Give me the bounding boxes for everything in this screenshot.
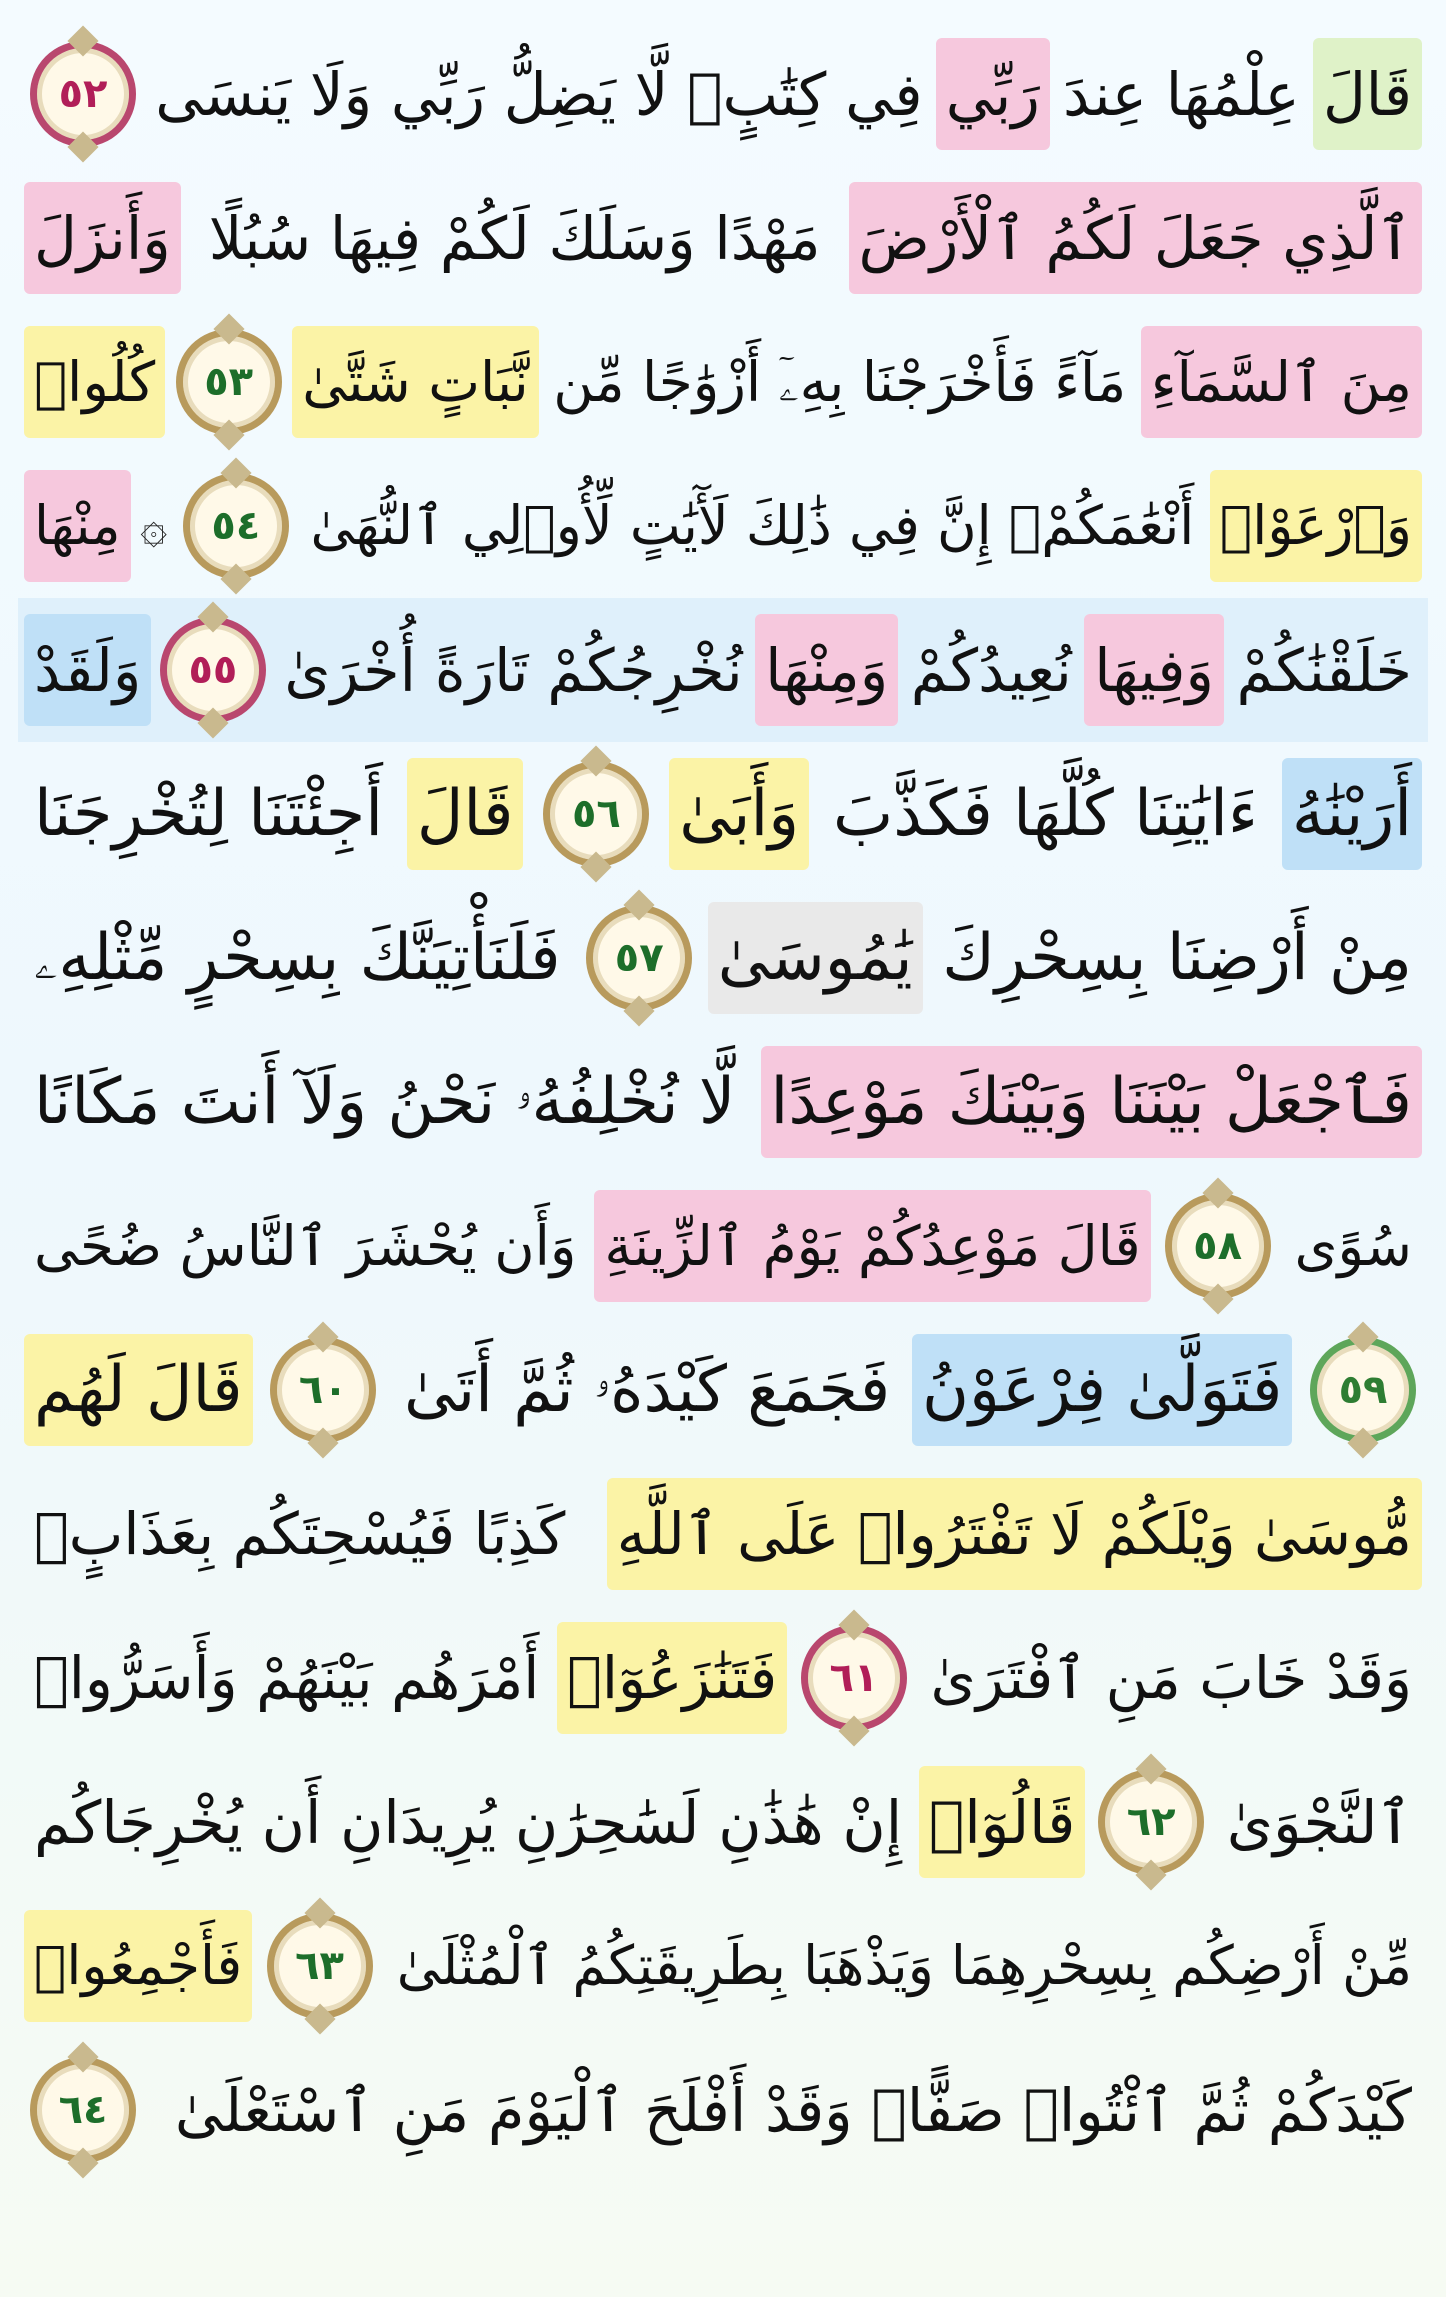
verse-line [18,598,1428,742]
verse-text-segment: نُخْرِجُكُمْ تَارَةً أُخْرَىٰ [284,635,743,705]
ayah-number: ٥٢ [58,71,108,117]
verse-text-segment: وَمِنْهَا [755,614,898,726]
verse-text-segment: مُّوسَىٰ وَيْلَكُمْ لَا تَفْتَرُوا۟ عَلَى ٱللَّهِ [607,1478,1422,1590]
verse-text-segment: سُوًى [1294,1213,1412,1278]
verse-line [18,1318,1428,1462]
verse-text-segment: مَهْدًا وَسَلَكَ لَكُمْ فِيهَا سُبُلًا [208,203,821,273]
verse-text-segment: قَالَ لَهُم [24,1334,253,1446]
verse-text-segment: وَقَدْ خَابَ مَنِ ٱفْتَرَىٰ [930,1644,1412,1712]
ayah-number: ٥٦ [571,791,621,837]
verse-text-segment: قَالَ مَوْعِدُكُمْ يَوْمُ ٱلزِّينَةِ [594,1190,1150,1302]
verse-line [18,22,1428,166]
verse-text-segment: أَمْرَهُم بَيْنَهُمْ وَأَسَرُّوا۟ [34,1644,540,1712]
ayah-number: ٥٣ [204,359,254,405]
verse-line [18,1030,1428,1174]
verse-text-segment: ٱلَّذِي جَعَلَ لَكُمُ ٱلْأَرْضَ [849,182,1422,294]
verse-text-segment: مِّنْ أَرْضِكُم بِسِحْرِهِمَا وَيَذْهَبَا بِطَرِيقَتِكُمُ ٱلْمُثْلَىٰ [396,1934,1412,1997]
verse-text-segment: خَلَقْنَٰكُمْ [1236,635,1412,705]
verse-line [18,1894,1428,2038]
ayah-number: ٥٤ [211,503,261,549]
verse-text-segment: مَآءً فَأَخْرَجْنَا بِهِۦٓ أَزْوَٰجًا مِّن [553,349,1127,414]
verse-text-segment: كَيْدَكُمْ ثُمَّ ٱئْتُوا۟ صَفًّاۚ وَقَدْ أَفْلَحَ ٱلْيَوْمَ مَنِ ٱسْتَعْلَىٰ [174,2075,1412,2145]
verse-text-segment: فَٱجْعَلْ بَيْنَنَا وَبَيْنَكَ مَوْعِدًا [761,1046,1422,1158]
verse-text-segment: فَتَنَٰزَعُوٓا۟ [557,1622,787,1734]
verse-text-segment: وَٱرْعَوْا۟ [1210,470,1422,582]
verse-text-segment: عِلْمُهَا عِندَ [1063,59,1300,129]
ayah-number-marker [264,1331,382,1449]
verse-text-segment: وَلَقَدْ [24,614,151,726]
verse-text-segment: نَّبَاتٍ شَتَّىٰ [292,326,538,438]
ayah-number-marker [1159,1187,1277,1305]
verse-line [18,742,1428,886]
hizb-mark-icon: ۞ [140,499,168,553]
verse-text-segment: يَٰمُوسَىٰ [708,902,923,1014]
verse-text-segment: فَجَمَعَ كَيْدَهُۥ ثُمَّ أَتَىٰ [404,1353,891,1427]
verse-text-segment: فَأَجْمِعُوا۟ [24,1910,252,2022]
ayah-number-marker [24,35,142,153]
verse-text-segment: فِي كِتَٰبٍۖ لَّا يَضِلُّ رَبِّي وَلَا يَنسَى [155,59,923,129]
ayah-number-marker [177,467,295,585]
verse-text-segment: مِنَ ٱلسَّمَآءِ [1141,326,1422,438]
verse-line [18,166,1428,310]
verse-text-segment: قَالَ [407,758,524,870]
ayah-number-marker [261,1907,379,2025]
ayah-number-marker [537,755,655,873]
ayah-number: ٥٨ [1193,1223,1242,1269]
ayah-number: ٦٤ [58,2087,108,2133]
verse-line [18,2038,1428,2182]
verse-text-segment: وَفِيهَا [1084,614,1224,726]
ayah-number-marker [795,1619,913,1737]
verse-text-segment: لَّا نُخْلِفُهُۥ نَحْنُ وَلَآ أَنتَ مَكَانًا [34,1065,736,1139]
verse-line [18,310,1428,454]
ayah-number-marker [1304,1331,1422,1449]
verse-text-segment: قَالَ [1313,38,1422,150]
ayah-number-marker [1092,1763,1210,1881]
verse-line [18,1606,1428,1750]
verse-text-segment: مِنْهَا [24,470,131,582]
verse-text-segment: إِنْ هَٰذَٰنِ لَسَٰحِرَٰنِ يُرِيدَانِ أَن يُخْرِجَاكُم [34,1787,903,1857]
ayah-number: ٥٧ [614,935,664,981]
ayah-number: ٥٥ [188,647,238,693]
verse-line [18,1462,1428,1606]
verse-text-segment: قَالُوٓا۟ [919,1766,1085,1878]
verse-line [18,454,1428,598]
verse-text-segment: أَرَيْنَٰهُ [1282,758,1422,870]
ayah-number-marker [580,899,698,1017]
verse-text-segment: وَأَنزَلَ [24,182,181,294]
verse-text-segment: فَتَوَلَّىٰ فِرْعَوْنُ [912,1334,1292,1446]
verse-line [18,886,1428,1030]
verse-text-segment: مِنْ أَرْضِنَا بِسِحْرِكَ [942,921,1412,995]
verse-text-segment: ٱلنَّجْوَىٰ [1226,1787,1412,1857]
verse-text-segment: رَبِّي [936,38,1050,150]
ayah-number-marker [24,2051,142,2169]
ayah-number: ٥٩ [1338,1367,1388,1413]
verse-text-segment: أَنْعَٰمَكُمْۗ إِنَّ فِي ذَٰلِكَ لَأٓيَٰتٍ لِّأُو۟لِي ٱلنُّهَىٰ [310,494,1195,557]
verse-text-segment: كَذِبًا فَيُسْحِتَكُم بِعَذَابٍۖ [34,1500,566,1568]
verse-text-segment: وَأَبَىٰ [669,758,809,870]
ayah-number-marker [154,611,272,729]
ayah-number: ٦٠ [298,1367,348,1413]
ayah-number: ٦٢ [1126,1799,1176,1845]
verse-text-segment: ءَايَٰتِنَا كُلَّهَا فَكَذَّبَ [833,777,1258,851]
verse-text-segment: كُلُوا۟ [24,326,165,438]
ayah-number-marker [170,323,288,441]
verse-text-segment: نُعِيدُكُمْ [910,635,1072,705]
verse-line [18,1750,1428,1894]
verse-text-segment: أَجِئْتَنَا لِتُخْرِجَنَا [34,777,383,851]
verse-line [18,1174,1428,1318]
verse-text-segment: فَلَنَأْتِيَنَّكَ بِسِحْرٍ مِّثْلِهِۦ [34,921,561,995]
ayah-number: ٦١ [829,1655,879,1701]
ayah-number: ٦٣ [295,1943,344,1989]
verse-text-segment: وَأَن يُحْشَرَ ٱلنَّاسُ ضُحًى [34,1213,577,1278]
